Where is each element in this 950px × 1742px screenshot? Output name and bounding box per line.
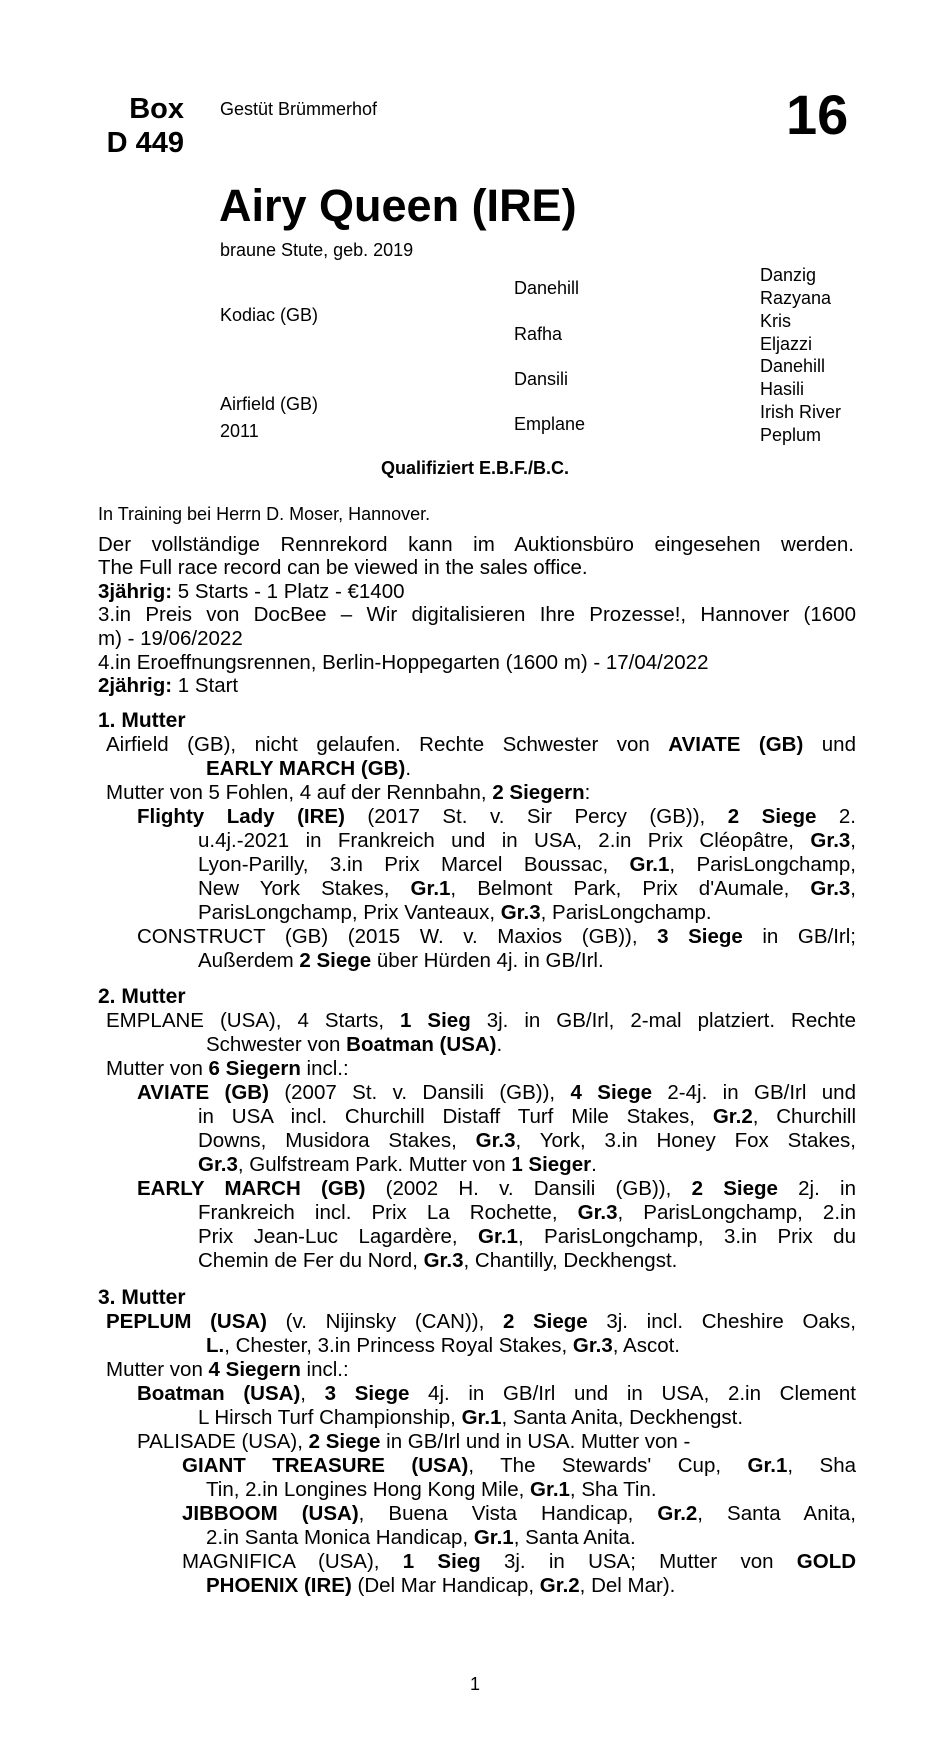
horse-name: Airy Queen (IRE) xyxy=(219,180,577,231)
dam3-heading: 3. Mutter xyxy=(98,1286,186,1309)
dam1-foal-1-line-4: New York Stakes, Gr.1, Belmont Park, Prix d'Aumale, Gr.3, xyxy=(198,877,856,900)
pedigree-g3-7: Irish River xyxy=(760,402,842,422)
consignor: Gestüt Brümmerhof xyxy=(220,99,378,119)
dam1-line-3: Mutter von 5 Fohlen, 4 auf der Rennbahn, 2 Siegern: xyxy=(106,781,591,804)
box-label-text: Box xyxy=(129,93,184,125)
dam1-heading: 1. Mutter xyxy=(98,709,186,732)
qualification: Qualifiziert E.B.F./B.C. xyxy=(380,458,570,478)
dam3-giant-treasure-line-1: GIANT TREASURE (USA), The Stewards' Cup, Gr.1, Sha xyxy=(182,1454,857,1477)
pedigree-sire-dam: Rafha xyxy=(514,324,563,344)
pedigree-g3-1: Danzig xyxy=(760,265,817,285)
race-record-note-en: The Full race record can be viewed in the sales office. xyxy=(98,556,588,579)
dam3-line-1: PEPLUM (USA) (v. Nijinsky (CAN)), 2 Siege 3j. incl. Cheshire Oaks, xyxy=(106,1310,856,1333)
dam1-foal-1-line-1: Flighty Lady (IRE) (2017 St. v. Sir Percy (GB)), 2 Siege 2. xyxy=(137,805,856,828)
dam3-magnifica-line-1: MAGNIFICA (USA), 1 Sieg 3j. in USA; Mutter von GOLD xyxy=(182,1550,857,1573)
dam1-foal-2-line-1: CONSTRUCT (GB) (2015 W. v. Maxios (GB)), 3 Siege in GB/Irl; xyxy=(137,925,856,948)
pedigree-dam-year: 2011 xyxy=(220,421,259,441)
dam2-aviate-line-2: in USA incl. Churchill Distaff Turf Mile Stakes, Gr.2, Churchill xyxy=(198,1105,856,1128)
dam3-line-3: Mutter von 4 Siegern incl.: xyxy=(106,1358,349,1381)
pedigree-dam-sire: Dansili xyxy=(514,369,569,389)
pedigree-g3-5: Danehill xyxy=(760,356,826,376)
dam3-jibboom-line-2: 2.in Santa Monica Handicap, Gr.1, Santa Anita. xyxy=(206,1526,636,1549)
dam1-foal-1-line-2: u.4j.-2021 in Frankreich und in USA, 2.in Prix Cléopâtre, Gr.3, xyxy=(198,829,856,852)
dam2-line-2: Schwester von Boatman (USA). xyxy=(206,1033,503,1056)
dam1-line-2: EARLY MARCH (GB). xyxy=(206,757,412,780)
pedigree-dam: Airfield (GB) xyxy=(220,394,319,414)
record-3yo-text: 5 Starts - 1 Platz - €1400 xyxy=(172,580,405,603)
box-number: D 449 xyxy=(106,127,184,159)
dam2-heading: 2. Mutter xyxy=(98,985,186,1008)
dam3-boatman-line-1: Boatman (USA), 3 Siege 4j. in GB/Irl und in USA, 2.in Clement xyxy=(137,1382,856,1405)
record-3yo-label: 3jährig: xyxy=(98,580,173,603)
record-2yo xyxy=(98,674,238,698)
page-number: 1 xyxy=(469,1674,480,1694)
dam3-palisade-line: PALISADE (USA), 2 Siege in GB/Irl und in USA. Mutter von - xyxy=(137,1430,691,1453)
record-2yo-text: 1 Start xyxy=(172,674,239,697)
dam2-aviate-line-4: Gr.3, Gulfstream Park. Mutter von 1 Sieger. xyxy=(198,1153,597,1176)
dam1-foal-1-line-3: Lyon-Parilly, 3.in Prix Marcel Boussac, Gr.1, ParisLongchamp, xyxy=(198,853,856,876)
race-record-note-de: Der vollständige Rennrekord kann im Auktionsbüro eingesehen werden. xyxy=(98,533,854,556)
dam1-foal-1-line-5: ParisLongchamp, Prix Vanteaux, Gr.3, ParisLongchamp. xyxy=(198,901,712,924)
dam2-aviate-line-3: Downs, Musidora Stakes, Gr.3, York, 3.in Honey Fox Stakes, xyxy=(198,1129,856,1152)
race-result-1b: m) - 19/06/2022 xyxy=(98,627,243,650)
training-info: In Training bei Herrn D. Moser, Hannover. xyxy=(98,504,431,524)
dam3-giant-treasure-line-2: Tin, 2.in Longines Hong Kong Mile, Gr.1, Sha Tin. xyxy=(206,1478,657,1501)
dam2-early-march-line-2: Frankreich incl. Prix La Rochette, Gr.3, ParisLongchamp, 2.in xyxy=(198,1201,856,1224)
dam1-foal-2-line-2: Außerdem 2 Siege über Hürden 4j. in GB/Irl. xyxy=(198,949,604,972)
dam3-jibboom-line-1: JIBBOOM (USA), Buena Vista Handicap, Gr.2, Santa Anita, xyxy=(182,1502,856,1525)
dam1-line-1: Airfield (GB), nicht gelaufen. Rechte Schwester von AVIATE (GB) und xyxy=(106,733,856,756)
pedigree-g3-4: Eljazzi xyxy=(760,334,813,354)
record-3yo xyxy=(98,580,405,604)
dam2-early-march-line-1: EARLY MARCH (GB) (2002 H. v. Dansili (GB)), 2 Siege 2j. in xyxy=(137,1177,857,1200)
dam2-aviate-line-1: AVIATE (GB) (2007 St. v. Dansili (GB)), 4 Siege 2-4j. in GB/Irl und xyxy=(137,1081,856,1104)
lot-number: 16 xyxy=(786,83,849,146)
pedigree-g3-6: Hasili xyxy=(760,379,805,399)
dam3-boatman-line-2: L Hirsch Turf Championship, Gr.1, Santa Anita, Deckhengst. xyxy=(198,1406,744,1429)
pedigree-g3-3: Kris xyxy=(760,311,791,331)
dam2-line-1: EMPLANE (USA), 4 Starts, 1 Sieg 3j. in GB/Irl, 2-mal platziert. Rechte xyxy=(106,1009,857,1032)
dam2-early-march-line-3: Prix Jean-Luc Lagardère, Gr.1, ParisLongchamp, 3.in Prix du xyxy=(198,1225,856,1248)
race-result-2: 4.in Eroeffnungsrennen, Berlin-Hoppegarten (1600 m) - 17/04/2022 xyxy=(98,651,709,674)
pedigree-g3-2: Razyana xyxy=(760,288,832,308)
dam3-line-2: L., Chester, 3.in Princess Royal Stakes, Gr.3, Ascot. xyxy=(206,1334,680,1357)
record-2yo-label: 2jährig: xyxy=(98,674,173,697)
pedigree-sire: Kodiac (GB) xyxy=(220,305,319,325)
pedigree-sire-sire: Danehill xyxy=(514,278,580,298)
dam2-early-march-line-4: Chemin de Fer du Nord, Gr.3, Chantilly, Deckhengst. xyxy=(198,1249,678,1272)
horse-description: braune Stute, geb. 2019 xyxy=(220,240,414,260)
dam2-line-3: Mutter von 6 Siegern incl.: xyxy=(106,1057,349,1080)
race-result-1a: 3.in Preis von DocBee – Wir digitalisieren Ihre Prozesse!, Hannover (1600 xyxy=(98,603,856,626)
pedigree-dam-dam: Emplane xyxy=(514,414,586,434)
pedigree-g3-8: Peplum xyxy=(760,425,822,445)
box-label xyxy=(88,92,184,160)
dam3-magnifica-line-2: PHOENIX (IRE) (Del Mar Handicap, Gr.2, Del Mar). xyxy=(206,1574,676,1597)
